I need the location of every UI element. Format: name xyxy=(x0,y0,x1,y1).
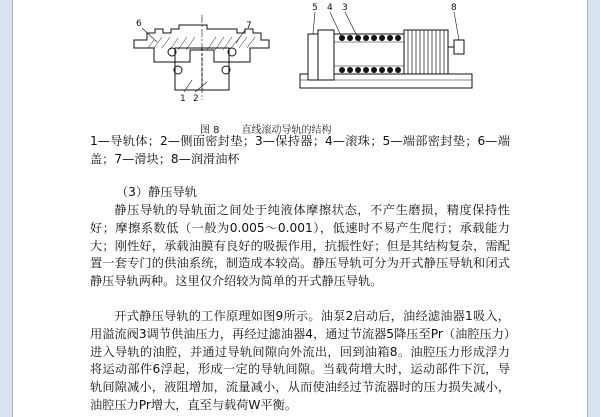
paragraph-1: 静压导轨的导轨面之间处于纯液体摩擦状态，不产生磨损，精度保持性好；摩擦系数低（一般为0.005～0.001），低速时不易产生爬行；承载能力大；刚性好，承载油膜有良好的吸振作用，抗振性好；但是其结构复杂，需配置一套专门的供油系统，制造成本较高。静压导轨可分为开式静压导轨和闭式静压导轨两种。这里仅介绍较为简单的开式静压导轨。 xyxy=(90,203,510,289)
paragraph-2: 开式静压导轨的工作原理如图9所示。油泵2启动后，油经滤油器1吸入，用溢流阀3调节供油压力，再经过滤油器4，通过节流器5降压至Pr（油腔压力）进入导轨的油腔，并通过导轨间隙向外流出，回到油箱8。油腔压力形成浮力将运动部件6浮起，形成一定的导轨间隙。当载荷增大时，运动部件下沉，导轨间隙减小，液阻增加，流量减小，从而使油经过节流器时的压力损失减小，油腔压力Pr增大，直至与载荷W平衡。 xyxy=(90,309,510,412)
figure-legend: 1—导轨体；2—侧面密封垫；3—保持器；4—滚珠；5—端部密封垫；6—端盖；7—滑块；8—润滑油杯 xyxy=(90,134,510,166)
section-heading: （3）静压导轨 xyxy=(116,185,197,199)
callout-3: 3 xyxy=(342,3,348,13)
figure-number: 图 8 xyxy=(200,125,220,136)
callout-5: 5 xyxy=(312,3,318,13)
callout-2: 2 xyxy=(193,94,199,104)
rolling-guide-figure xyxy=(12,0,588,118)
callout-1: 1 xyxy=(180,94,186,104)
callout-7: 7 xyxy=(246,21,252,31)
callout-6: 6 xyxy=(136,19,142,29)
callout-8: 8 xyxy=(451,3,457,13)
callout-4: 4 xyxy=(327,3,333,13)
figure-title: 直线滚动导轨的结构 xyxy=(241,125,332,136)
window-frame-right xyxy=(587,0,600,417)
side-view-drawing xyxy=(300,12,472,88)
